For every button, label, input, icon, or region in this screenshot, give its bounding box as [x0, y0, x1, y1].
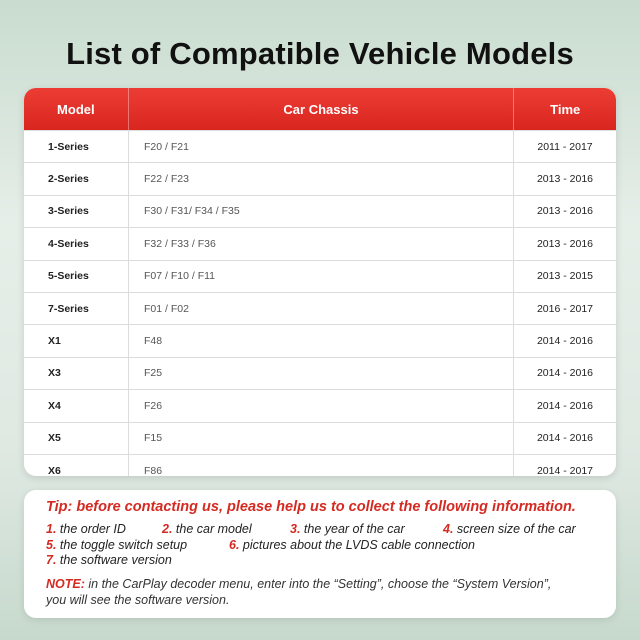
cell-chassis: F15: [128, 423, 514, 454]
item-text: the software version: [56, 553, 172, 567]
info-item: [229, 538, 475, 552]
tip-heading: Tip: before contacting us, please help us to collect the following information.: [46, 499, 576, 515]
cell-model: X4: [48, 399, 61, 412]
info-item: [162, 522, 252, 536]
item-text: the order ID: [56, 522, 126, 536]
cell-chassis: F07 / F10 / F11: [128, 261, 514, 292]
item-text: pictures about the LVDS cable connection: [239, 538, 476, 552]
page-title: List of Compatible Vehicle Models: [66, 36, 574, 71]
item-number: 6.: [229, 538, 240, 552]
item-text: the year of the car: [300, 522, 405, 536]
cell-time: 2013 - 2016: [536, 205, 594, 218]
item-number: 7.: [46, 553, 57, 567]
compatibility-table: [24, 88, 616, 476]
info-item: [46, 553, 172, 567]
table-row: [24, 389, 616, 421]
cell-chassis: F25: [128, 358, 514, 389]
item-text: the car model: [172, 522, 252, 536]
table-row: [24, 292, 616, 324]
table-body: [24, 130, 616, 476]
note-line-1: [46, 577, 551, 591]
cell-chassis: F26: [128, 390, 514, 421]
header-car-chassis: Car Chassis: [128, 88, 515, 130]
table-row: [24, 227, 616, 259]
item-text: the toggle switch setup: [56, 538, 188, 552]
cell-time: 2014 - 2016: [536, 335, 594, 348]
cell-time: 2013 - 2015: [536, 270, 594, 283]
cell-model: 7-Series: [48, 302, 89, 315]
cell-chassis: F32 / F33 / F36: [128, 228, 514, 259]
item-text: screen size of the car: [453, 522, 576, 536]
table-row: [24, 324, 616, 356]
note-label: NOTE:: [46, 577, 85, 591]
table-row: [24, 454, 616, 476]
cell-model: 2-Series: [48, 173, 89, 186]
cell-model: X5: [48, 432, 61, 445]
cell-model: 3-Series: [48, 205, 89, 218]
cell-chassis: F20 / F21: [128, 131, 514, 162]
cell-model: X1: [48, 335, 61, 348]
cell-chassis: F30 / F31/ F34 / F35: [128, 196, 514, 227]
cell-time: 2014 - 2016: [536, 367, 594, 380]
header-time: Time: [550, 101, 581, 117]
cell-time: 2013 - 2016: [536, 173, 594, 186]
item-number: 5.: [46, 538, 57, 552]
table-row: [24, 260, 616, 292]
item-number: 2.: [162, 522, 173, 536]
header-model: Model: [57, 101, 95, 117]
item-number: 4.: [443, 522, 454, 536]
table-row: [24, 357, 616, 389]
cell-time: 2014 - 2016: [536, 399, 594, 412]
info-item: [46, 538, 187, 552]
cell-chassis: F86: [128, 455, 514, 476]
cell-model: X6: [48, 464, 61, 476]
info-card: [24, 490, 616, 618]
cell-model: 1-Series: [48, 140, 89, 153]
note-line-2: you will see the software version.: [46, 593, 230, 607]
cell-time: 2013 - 2016: [536, 237, 594, 250]
item-number: 3.: [290, 522, 301, 536]
table-row: [24, 130, 616, 162]
info-item: [46, 522, 126, 536]
note-text: in the CarPlay decoder menu, enter into the “Setting”, choose the “System Version”,: [84, 577, 552, 591]
table-header: [24, 88, 616, 130]
info-item: [443, 522, 576, 536]
cell-chassis: F01 / F02: [128, 293, 514, 324]
table-row: [24, 195, 616, 227]
item-number: 1.: [46, 522, 57, 536]
cell-time: 2016 - 2017: [536, 302, 594, 315]
table-row: [24, 422, 616, 454]
cell-model: 4-Series: [48, 237, 89, 250]
info-item: [290, 522, 405, 536]
cell-time: 2011 - 2017: [537, 140, 593, 153]
cell-chassis: F48: [128, 325, 514, 356]
cell-time: 2014 - 2016: [536, 432, 594, 445]
cell-model: 5-Series: [48, 270, 89, 283]
cell-chassis: F22 / F23: [128, 163, 514, 194]
table-row: [24, 162, 616, 194]
cell-time: 2014 - 2017: [536, 464, 594, 476]
cell-model: X3: [48, 367, 61, 380]
